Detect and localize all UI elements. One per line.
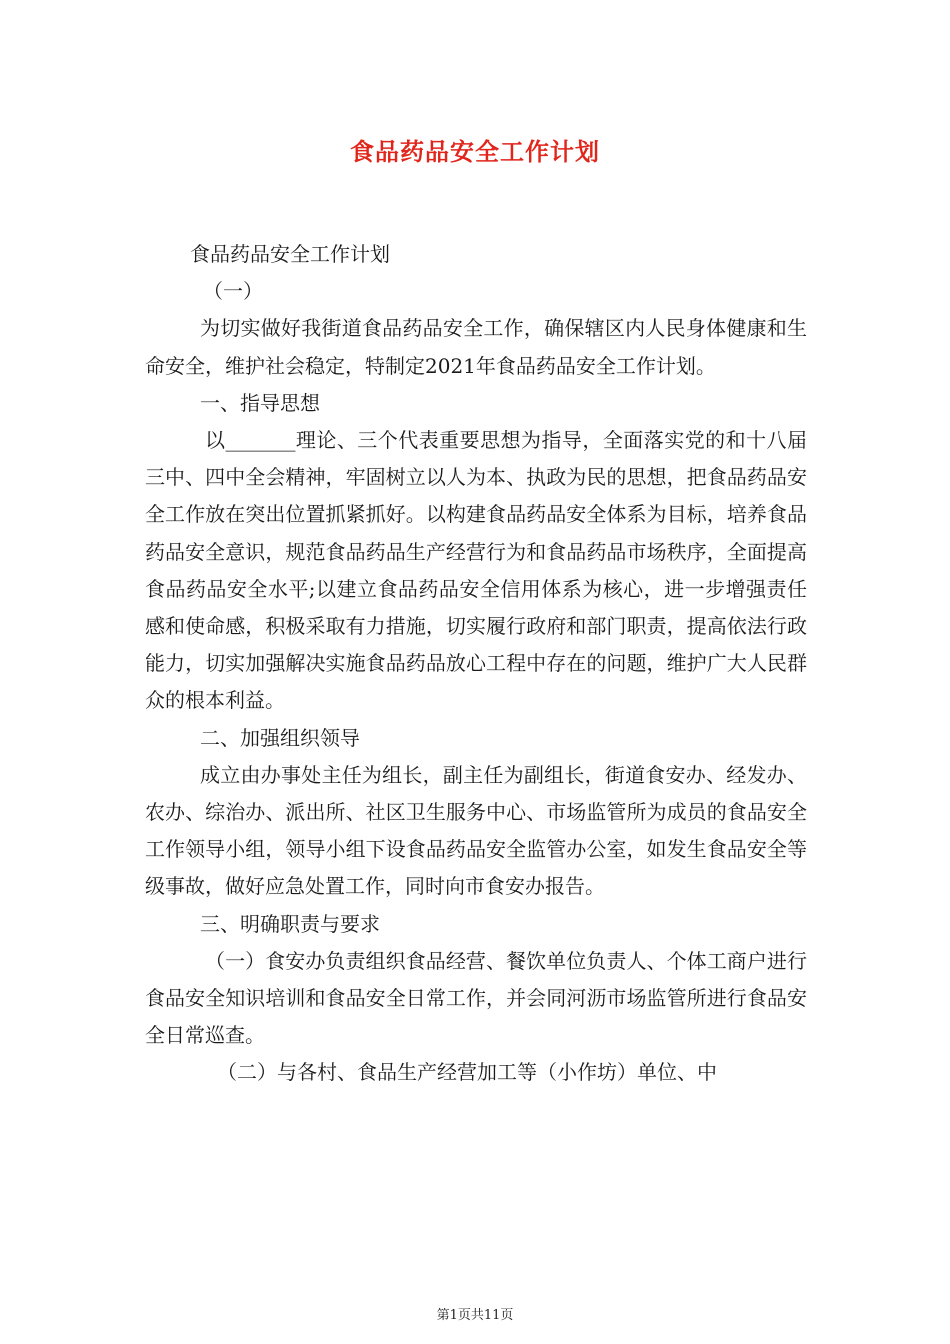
paragraph: （一）食安办负责组织食品经营、餐饮单位负责人、个体工商户进行食品安全知识培训和食品安全日常工作，并会同河沥市场监管所进行食品安全日常巡查。 (145, 948, 807, 1048)
paragraph: （二）与各村、食品生产经营加工等（小作坊）单位、中 (217, 1060, 717, 1085)
paragraph: 食品药品安全工作计划 (190, 242, 390, 266)
paragraph: 以_______理论、三个代表重要思想为指导，全面落实党的和十八届三中、四中全会精神，牢固树立以人为本、执政为民的思想，把食品药品安全工作放在突出位置抓紧抓好。以构建食品药品安全体系为目标，培养食品药品安全意识，规范食品药品生产经营行为和食品药品市场秩序，全面提高食品药品安全水平;以建立食品药品安全信用体系为核心，进一步增强责任感和使命感，积极采取有力措施，切实履行政府和部门职责，提高依法行政能力，切实加强解决实施食品药品放心工程中存在的问题，维护广大人民群众的根本利益。 (145, 428, 807, 713)
document-body (145, 236, 807, 1092)
paragraph: 三、明确职责与要求 (200, 911, 380, 936)
paragraph: 一、指导思想 (200, 390, 320, 415)
document-title: 食品药品安全工作计划 (350, 137, 600, 166)
paragraph: 成立由办事处主任为组长，副主任为副组长，街道食安办、经发办、农办、综治办、派出所、社区卫生服务中心、市场监管所为成员的食品安全工作领导小组，领导小组下设食品药品安全监管办公室，如发生食品安全等级事故，做好应急处置工作，同时向市食安办报告。 (145, 762, 807, 899)
paragraph: （一） (203, 279, 263, 304)
paragraph: 为切实做好我街道食品药品安全工作，确保辖区内人民身体健康和生命安全，维护社会稳定，特制定2021年食品药品安全工作计划。 (145, 316, 807, 378)
paragraph: 二、加强组织领导 (200, 725, 360, 750)
page-footer: 第1页共11页 (436, 1308, 514, 1323)
